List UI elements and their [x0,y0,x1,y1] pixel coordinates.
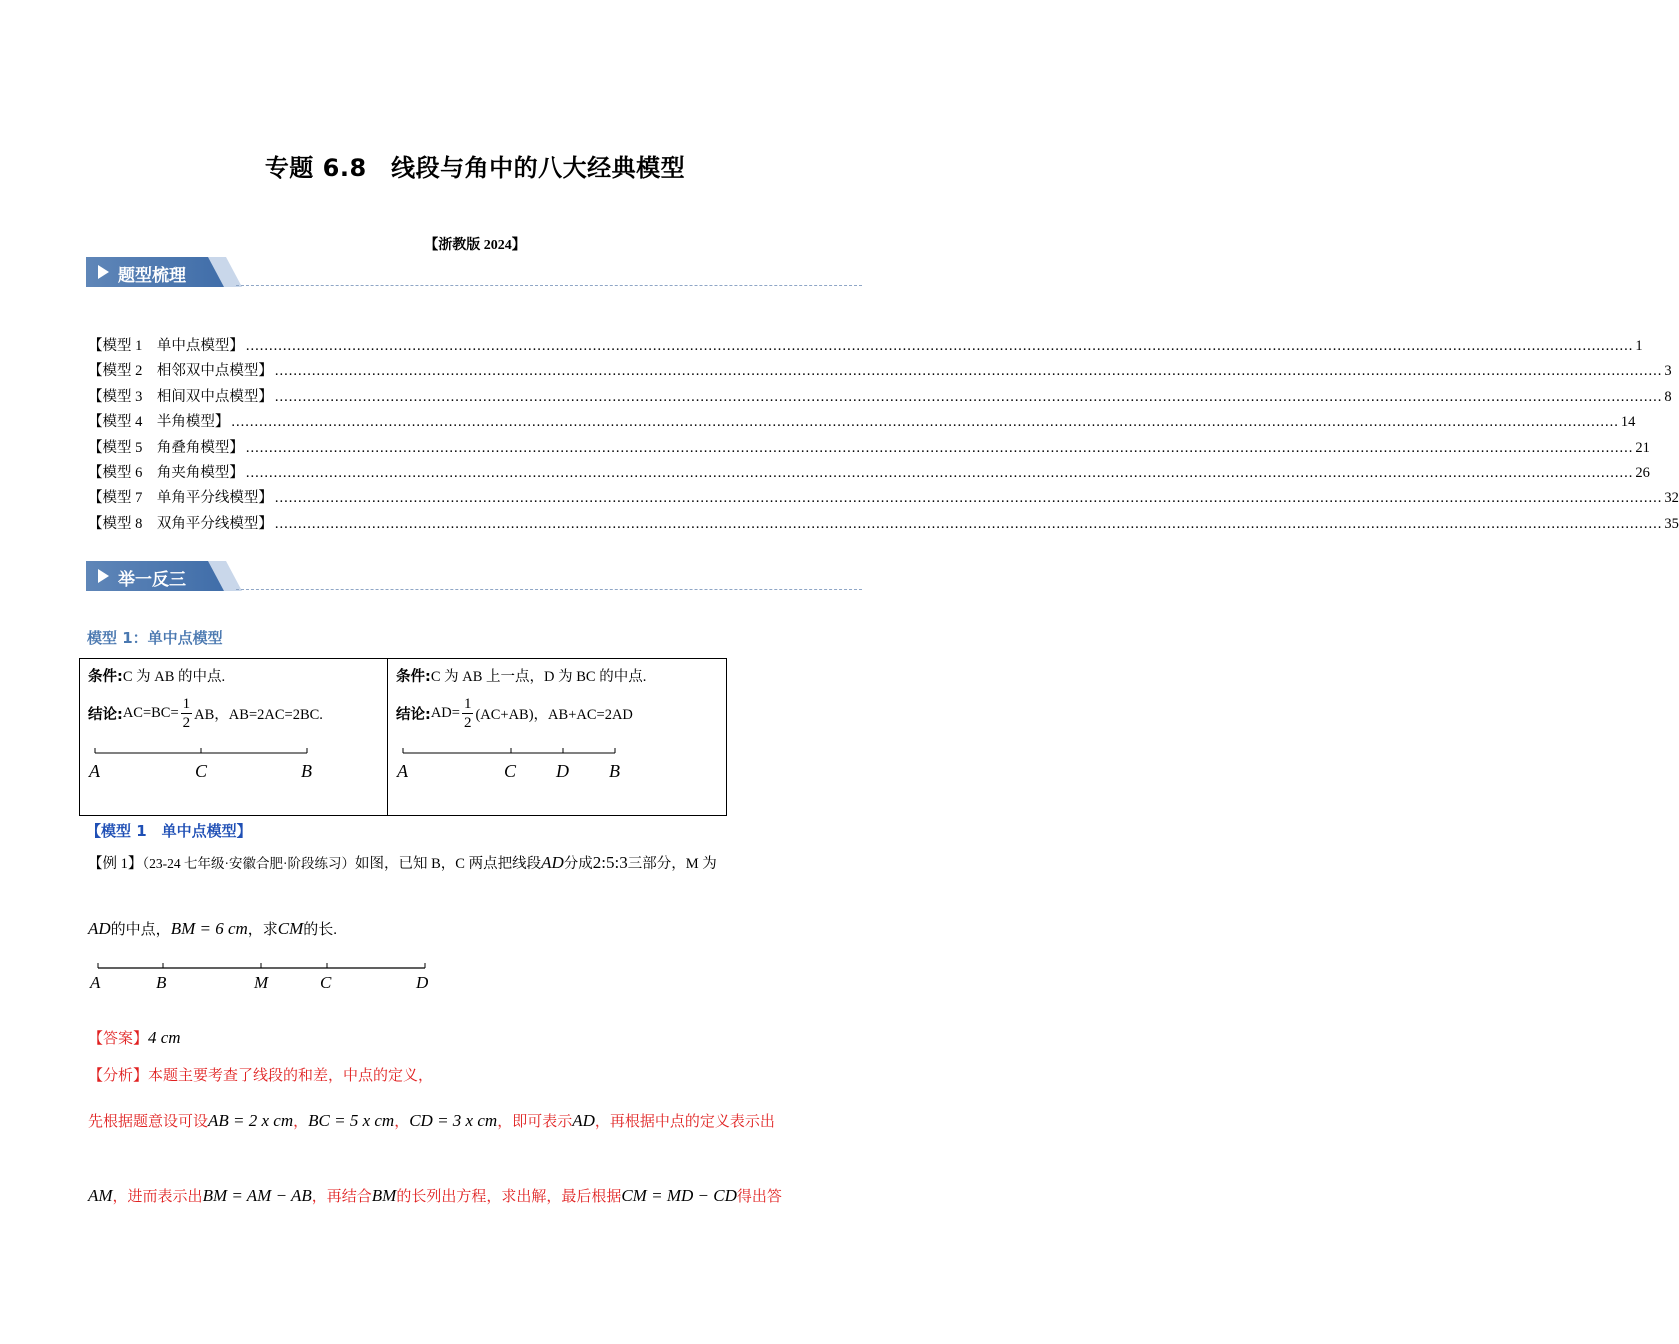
banner-label: 举一反三 [118,570,186,590]
play-arrow-icon [98,265,109,279]
left-segment-diagram [88,745,328,785]
point-label: A [397,761,408,781]
toc-entry-label: 【模型 3 相间双中点模型】 [88,388,273,405]
left-condition: 条件:C 为 AB 的中点. [88,669,226,685]
point-label: C [504,761,517,781]
toc-entry-page: 3 [1664,363,1672,380]
page-title: 专题 6.8 线段与角中的八大经典模型 [264,154,686,182]
analysis-line-1: 【分析】本题主要考查了线段的和差，中点的定义， [88,1068,434,1084]
right-conclusion: 结论: AD= $\frac{1}{2}$ (AC+AB)，AB+AC=2AD [396,696,633,731]
toc-entry-page: 32 [1664,490,1679,507]
fraction: $\frac{1}{2}$ [182,696,191,731]
fraction: $\frac{1}{2}$ [463,696,472,731]
point-label: M [254,973,269,992]
toc-entry[interactable] [88,359,1672,381]
toc-entry-page: 21 [1635,439,1650,456]
point-label: A [89,761,100,781]
analysis-line-3: AM，进而表示出BM = AM − AB，再结合BM的长列出方程，求出解，最后根据CM = MD − CD得出答 [88,1186,782,1205]
toc-entry-label: 【模型 6 角夹角模型】 [88,465,244,481]
toc-entry[interactable] [88,486,1679,508]
right-segment-diagram [396,745,636,785]
section-banner-toc [86,257,862,287]
point-label: D [416,973,429,992]
model-box [79,658,727,816]
toc-entry-label: 【模型 7 单角平分线模型】 [88,490,273,507]
toc-entry[interactable] [88,385,1672,407]
point-label: C [320,973,332,992]
point-label: D [556,761,569,781]
toc-entry[interactable] [88,334,1643,356]
toc-leader-dots: ............................................................................................................................................................................................................................................................................................................ [274,515,1663,532]
model-tag: 【模型 1 单中点模型】 [86,822,252,840]
toc-entry-page: 14 [1620,414,1636,431]
section-banner-examples [86,561,862,591]
example-line-2: AD的中点，BM = 6 cm，求CM的长. [88,919,338,938]
point-label: B [301,761,312,781]
example-segment-diagram [88,960,438,996]
example-line-1: 【例 1】（23-24 七年级·安徽合肥·阶段练习）如图，已知 B，C 两点把线段AD分成2:5:3三部分，M 为 [88,853,717,872]
toc-leader-dots: ............................................................................................................................................................................................................................................................................................................ [245,465,1634,481]
edition-label: 【浙教版 2024】 [424,238,526,253]
play-arrow-icon [98,569,109,583]
toc-leader-dots: ............................................................................................................................................................................................................................................................................................................ [274,363,1663,380]
toc-entry[interactable] [88,512,1679,534]
toc-leader-dots: ............................................................................................................................................................................................................................................................................................................ [245,439,1634,456]
point-label: B [609,761,620,781]
toc-leader-dots: ............................................................................................................................................................................................................................................................................................................ [231,414,1619,431]
toc-leader-dots: ............................................................................................................................................................................................................................................................................................................ [274,490,1663,507]
point-label: C [195,761,208,781]
toc-entry-label: 【模型 5 角叠角模型】 [88,439,244,456]
toc-entry-page: 35 [1664,515,1679,532]
answer-line: 【答案】4 cm [88,1028,181,1047]
toc-entry-label: 【模型 2 相邻双中点模型】 [88,363,273,380]
toc-entry-label: 【模型 8 双角平分线模型】 [88,515,273,532]
toc-entry[interactable] [88,410,1636,432]
toc-entry[interactable] [88,461,1650,483]
point-label: A [90,973,101,992]
analysis-line-2: 先根据题意设可设AB = 2 x cm，BC = 5 x cm，CD = 3 x cm，即可表示AD，再根据中点的定义表示出 [88,1111,775,1130]
toc-entry[interactable] [88,436,1650,458]
banner-label: 题型梳理 [118,266,186,286]
point-label: B [156,973,167,992]
left-conclusion: 结论: AC=BC= $\frac{1}{2}$ AB，AB=2AC=2BC. [88,696,323,731]
toc-entry-page: 8 [1664,388,1672,405]
toc-entry-page: 1 [1635,338,1643,354]
toc-leader-dots: ............................................................................................................................................................................................................................................................................................................ [274,388,1663,405]
toc-leader-dots: ............................................................................................................................................................................................................................................................................................................ [245,338,1634,354]
right-condition: 条件:C 为 AB 上一点，D 为 BC 的中点. [396,669,647,685]
toc-entry-label: 【模型 1 单中点模型】 [88,338,244,354]
toc-entry-label: 【模型 4 半角模型】 [88,414,230,431]
toc-entry-page: 26 [1635,465,1650,481]
section-heading: 模型 1：单中点模型 [87,629,223,647]
